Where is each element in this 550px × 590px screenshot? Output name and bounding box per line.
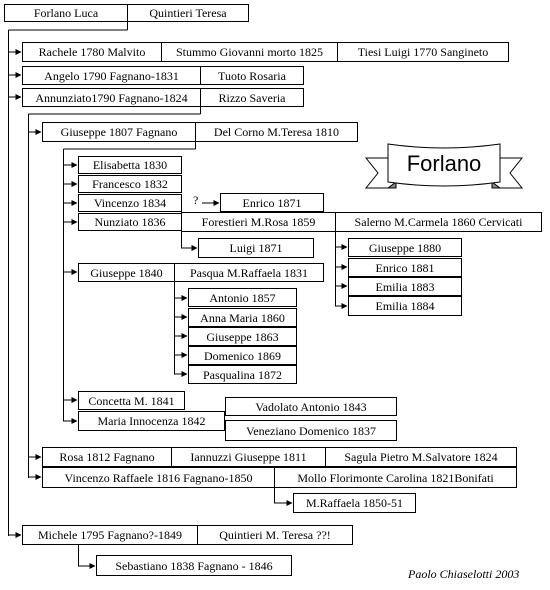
question-mark: ? [193,193,199,207]
person-vadolato: Vadolato Antonio 1843 [225,397,397,416]
person-del-corno: Del Corno M.Teresa 1810 [195,122,358,142]
person-giuseppe-1840: Giuseppe 1840 [78,263,175,282]
person-rosa: Rosa 1812 Fagnano [42,447,172,467]
person-forestieri: Forestieri M.Rosa 1859 [181,212,336,232]
person-vincenzo-raffaele: Vincenzo Raffaele 1816 Fagnano-1850 [42,467,275,488]
person-stummo-giovanni: Stummo Giovanni morto 1825 [161,42,338,62]
person-francesco: Francesco 1832 [78,175,182,193]
person-iannuzzi: Iannuzzi Giuseppe 1811 [171,447,326,467]
person-elisabetta: Elisabetta 1830 [78,156,182,174]
person-quintieri-teresa: Quintieri Teresa [127,4,249,22]
person-giuseppe-1807: Giuseppe 1807 Fagnano [42,122,196,142]
person-angelo: Angelo 1790 Fagnano-1831 [22,66,201,85]
person-mollo: Mollo Florimonte Carolina 1821Bonifati [274,467,517,488]
person-enrico-1871: Enrico 1871 [220,193,324,212]
person-michele: Michele 1795 Fagnano?-1849 [22,525,198,545]
person-veneziano: Veneziano Domenico 1837 [225,420,397,441]
person-anna-maria: Anna Maria 1860 [188,308,297,327]
person-emilia-1884: Emilia 1884 [348,296,462,316]
person-rachele: Rachele 1780 Malvito [22,42,162,62]
person-nunziato: Nunziato 1836 [78,213,182,231]
person-vincenzo-1834: Vincenzo 1834 [78,194,182,212]
person-domenico: Domenico 1869 [188,346,297,365]
person-pasqua: Pasqua M.Raffaela 1831 [174,263,324,282]
person-sagula: Sagula Pietro M.Salvatore 1824 [325,447,517,467]
person-tiesi-luigi: Tiesi Luigi 1770 Sangineto [337,42,509,62]
person-luigi-1871: Luigi 1871 [198,238,314,258]
person-emilia-1883: Emilia 1883 [348,277,462,296]
person-enrico-1881: Enrico 1881 [348,258,462,277]
person-pasqualina: Pasqualina 1872 [188,365,297,384]
person-salerno: Salerno M.Carmela 1860 Cervicati [335,212,542,232]
person-annunziato: Annunziato1790 Fagnano-1824 [22,88,201,107]
person-m-raffaela: M.Raffaela 1850-51 [293,493,416,513]
author-signature: Paolo Chiaselotti 2003 [408,567,520,581]
person-maria-innocenza: Maria Innocenza 1842 [78,411,225,431]
person-concetta: Concetta M. 1841 [78,391,185,410]
person-quintieri-mt: Quintieri M. Teresa ??! [197,525,353,545]
person-giuseppe-1880: Giuseppe 1880 [348,238,462,257]
person-rizzo-saveria: Rizzo Saveria [200,88,304,107]
person-sebastiano: Sebastiano 1838 Fagnano - 1846 [96,555,292,576]
person-giuseppe-1863: Giuseppe 1863 [188,327,297,346]
person-forlano-luca: Forlano Luca [4,4,128,22]
person-antonio: Antonio 1857 [188,288,297,307]
banner-title: Forlano [406,151,482,176]
person-tuoto-rosaria: Tuoto Rosaria [200,66,304,85]
